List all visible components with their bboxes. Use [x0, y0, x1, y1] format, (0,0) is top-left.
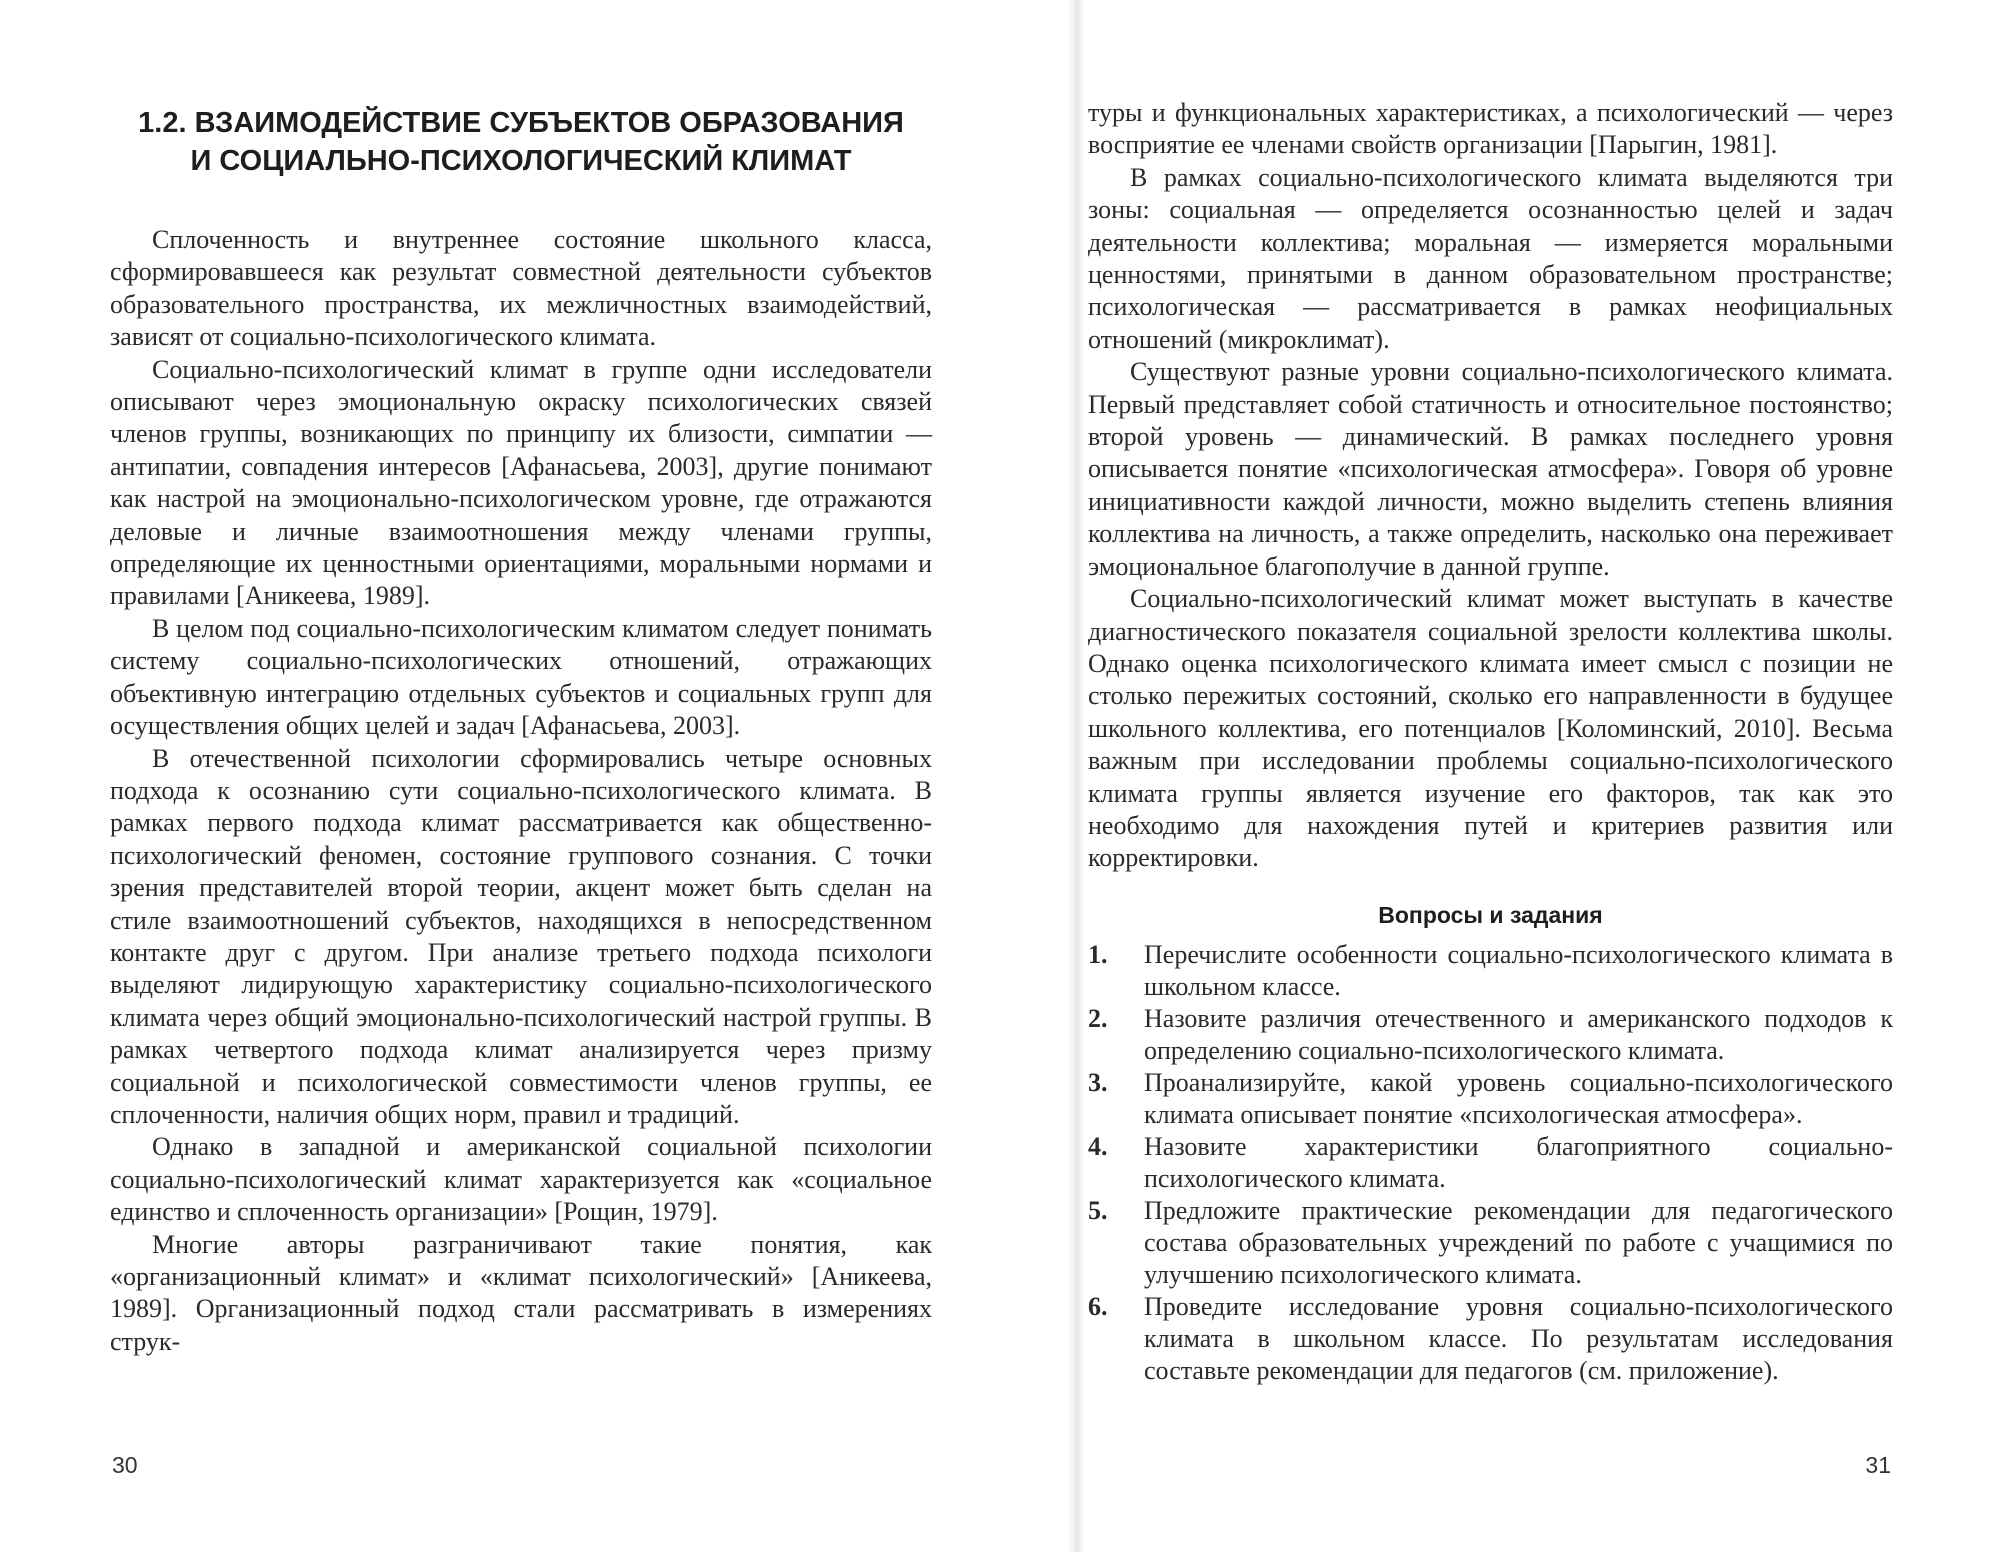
- question-item: [1088, 1067, 1893, 1131]
- question-item: [1088, 1003, 1893, 1067]
- question-item: [1088, 1195, 1893, 1291]
- question-item: [1088, 1291, 1893, 1387]
- paragraph: Существуют разные уровни социально-психологического климата. Первый представляет собой статичность и относительное постоянство; второй уровень — динамический. В рамках последнего уровня описывается понятие «психологическая атмосфера». Говоря об уровне инициативности каждой личности, можно выделить степень влияния коллектива на личность, а также определить, насколько она переживает эмоциональное благополучие в данной группе.: [1088, 357, 1893, 581]
- continued-paragraph: туры и функциональных характеристиках, а психологический — через восприятие ее членами свойств организации [Парыгин, 1981].: [1088, 98, 1893, 160]
- left-page: [110, 0, 932, 1552]
- right-page-body: [1088, 97, 1893, 1387]
- paragraph: Однако в западной и американской социальной психологии социально-психологический климат характеризуется как «социальное единство и сплоченность организации» [Рощин, 1979].: [110, 1132, 932, 1227]
- question-number: 4.: [1088, 1131, 1108, 1161]
- question-text: Назовите характеристики благоприятного социально-психологического климата.: [1144, 1131, 1893, 1193]
- question-item: [1088, 1131, 1893, 1195]
- page-number: 30: [112, 1452, 138, 1478]
- right-page: [1088, 0, 1893, 1552]
- question-number: 3.: [1088, 1067, 1108, 1097]
- question-number: 6.: [1088, 1291, 1108, 1321]
- paragraph: В отечественной психологии сформировались четыре основных подхода к осознанию сути социально-психологического климата. В рамках первого подхода климат рассматривается как общественно-психологический феномен, состояние группового сознания. С точки зрения представителей второй теории, акцент может быть сделан на стиле взаимоотношений субъектов, находящихся в непосредственном контакте друг с другом. При анализе третьего подхода психологи выделяют лидирующую характеристику социально-психологического климата через общий эмоционально-психологический настрой группы. В рамках четвертого подхода климат анализируется через призму социальной и психологической совместимости членов группы, ее сплоченности, наличия общих норм, правил и традиций.: [110, 743, 932, 1129]
- question-text: Назовите различия отечественного и американского подходов к определению социально-психологического климата.: [1144, 1003, 1893, 1065]
- paragraph: Социально-психологический климат может выступать в качестве диагностического показателя социальной зрелости коллектива школы. Однако оценка психологического климата имеет смысл с позиции не столько пережитых состояний, сколько его направленности в будущее школьного коллектива, его потенциалов [Коломинский, 2010]. Весьма важным при исследовании проблемы социально-психологического климата группы является изучение его факторов, так как это необходимо для нахождения путей и критериев развития или корректировки.: [1088, 584, 1893, 873]
- paragraph: Многие авторы разграничивают такие понятия, как «организационный климат» и «климат психологический» [Аникеева, 1989]. Организационный подход стали рассматривать в измерениях струк-: [110, 1229, 932, 1356]
- book-gutter: [1068, 0, 1084, 1552]
- chapter-title-line-2: И СОЦИАЛЬНО-ПСИХОЛОГИЧЕСКИЙ КЛИМАТ: [190, 145, 852, 177]
- paragraph: Сплоченность и внутреннее состояние школьного класса, сформировавшееся как результат совместной деятельности субъектов образовательного пространства, их межличностных взаимодействий, зависят от социально-психологического климата.: [110, 225, 932, 352]
- paragraph: В рамках социально-психологического климата выделяются три зоны: социальная — определяется осознанностью целей и задач деятельности коллектива; моральная — измеряется моральными ценностями, принятыми в данном образовательном пространстве; психологическая — рассматривается в рамках неофициальных отношений (микроклимат).: [1088, 162, 1893, 354]
- question-number: 5.: [1088, 1195, 1108, 1225]
- page-number: 31: [1865, 1452, 1891, 1478]
- paragraph: В целом под социально-психологическим климатом следует понимать систему социально-психологических отношений, отражающих объективную интеграцию отдельных субъектов и социальных групп для осуществления общих целей и задач [Афанасьева, 2003].: [110, 613, 932, 741]
- question-text: Предложите практические рекомендации для педагогического состава образовательных учреждений по работе с учащимися по улучшению психологического климата.: [1144, 1195, 1893, 1289]
- question-text: Перечислите особенности социально-психологического климата в школьном классе.: [1144, 939, 1893, 1001]
- question-text: Проанализируйте, какой уровень социально-психологического климата описывает понятие «психологическая атмосфера».: [1144, 1067, 1893, 1129]
- chapter-title: [110, 104, 932, 180]
- questions-heading: Вопросы и задания: [1378, 901, 1603, 928]
- question-item: [1088, 939, 1893, 1003]
- paragraph: Социально-психологический климат в группе одни исследователи описывают через эмоциональную окраску психологических связей членов группы, возникающих по принципу их близости, симпатии — антипатии, совпадения интересов [Афанасьева, 2003], другие понимают как настрой на эмоционально-психологическом уровне, где отражаются деловые и личные взаимоотношения между членами группы, определяющие их ценностными ориентациями, моральными нормами и правилами [Аникеева, 1989].: [110, 354, 932, 611]
- questions-list: [1088, 939, 1893, 1387]
- question-number: 1.: [1088, 939, 1108, 969]
- left-page-body: [110, 224, 932, 1358]
- question-number: 2.: [1088, 1003, 1108, 1033]
- question-text: Проведите исследование уровня социально-психологического климата в школьном классе. По результатам исследования составьте рекомендации для педагогов (см. приложение).: [1144, 1291, 1893, 1385]
- chapter-title-line-1: 1.2. ВЗАИМОДЕЙСТВИЕ СУБЪЕКТОВ ОБРАЗОВАНИЯ: [138, 107, 904, 139]
